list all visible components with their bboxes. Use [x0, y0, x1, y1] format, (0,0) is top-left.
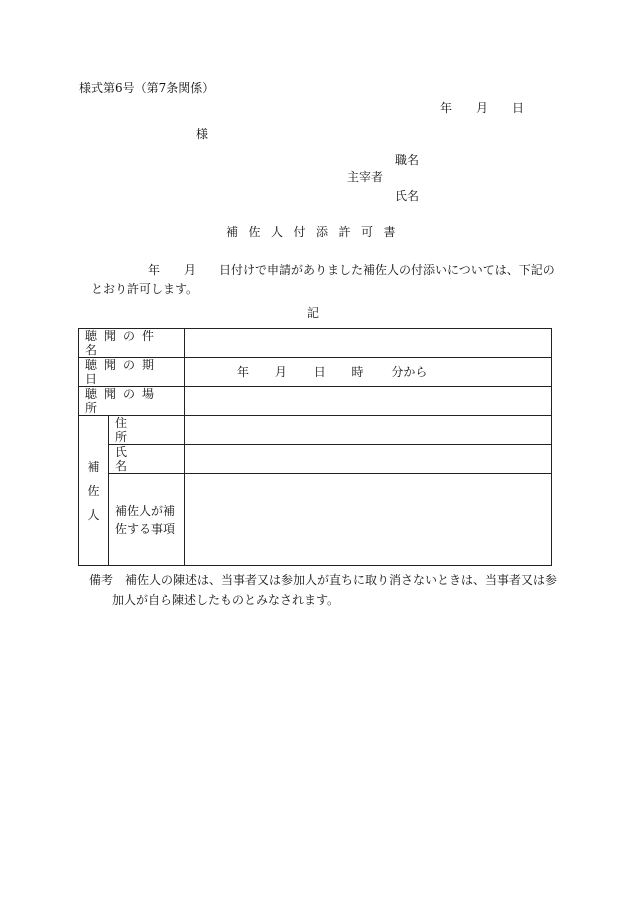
hearing-place-row	[79, 387, 552, 416]
hearing-date-row	[79, 358, 552, 387]
assistant-heading-char-2: 佐	[87, 483, 100, 498]
case-name-row	[79, 329, 552, 358]
hearing-place-label: 聴聞の場所	[79, 387, 185, 416]
body-year-label: 年	[148, 263, 161, 277]
document-title: 補佐人付添許可書	[226, 225, 407, 239]
case-name-value[interactable]	[185, 329, 552, 358]
remarks-label: 備考	[89, 573, 114, 587]
hearing-date-minute: 分から	[391, 365, 428, 379]
date-day-label: 日	[512, 101, 525, 115]
assistant-address-value[interactable]	[185, 416, 552, 445]
assistant-matters-row	[79, 474, 552, 566]
remarks-text-line2: 加人が自ら陳述したものとみなされます。	[112, 593, 340, 607]
date-month-label: 月	[476, 101, 489, 115]
assistant-heading-char-3: 人	[87, 507, 100, 522]
hearing-place-value[interactable]	[185, 387, 552, 416]
hearing-date-year: 年	[237, 365, 250, 379]
hearing-date-day: 日	[313, 365, 326, 379]
assistant-heading	[79, 416, 109, 566]
assistant-name-value[interactable]	[185, 445, 552, 474]
presider-name-label: 氏名	[395, 189, 420, 203]
assistant-name-label: 氏名	[109, 445, 185, 474]
hearing-date-value[interactable]	[185, 358, 552, 387]
hearing-form-table	[78, 328, 552, 566]
assistant-address-label: 住所	[109, 416, 185, 445]
assistant-heading-char-1: 補	[87, 459, 100, 474]
body-text-line2: とおり許可します。	[91, 282, 199, 296]
hearing-date-month: 月	[274, 365, 287, 379]
hearing-date-label: 聴聞の期日	[79, 358, 185, 387]
remarks-text-line1: 補佐人の陳述は、当事者又は参加人が直ちに取り消さないときは、当事者又は参	[125, 573, 558, 587]
presider-job-title: 職名	[395, 153, 420, 167]
assistant-matters-value[interactable]	[185, 474, 552, 566]
form-number: 様式第6号（第7条関係）	[79, 81, 215, 95]
body-text-line1: 日付けで申請がありました補佐人の付添いについては、下記の	[219, 263, 555, 277]
case-name-label: 聴聞の件名	[79, 329, 185, 358]
presider-role: 主宰者	[347, 170, 384, 184]
body-month-label: 月	[184, 263, 197, 277]
hearing-date-hour: 時	[351, 365, 364, 379]
addressee-suffix: 様	[196, 127, 209, 141]
date-year-label: 年	[440, 101, 453, 115]
assistant-address-row	[79, 416, 552, 445]
ki-mark: 記	[307, 306, 320, 320]
assistant-name-row	[79, 445, 552, 474]
assistant-matters-label: 補佐人が補佐する事項	[109, 474, 185, 566]
